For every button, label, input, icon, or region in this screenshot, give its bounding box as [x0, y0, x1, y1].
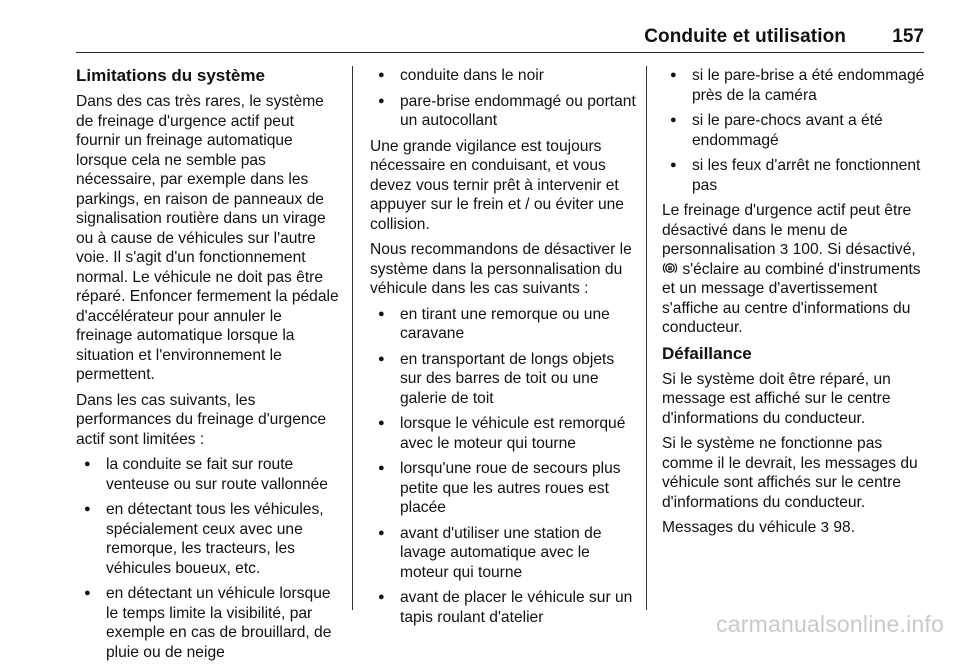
malfunction-paragraph: Si le système ne fonctionne pas comme il le devrait, les messages du véhicule sont affichés sur le centre d'informations du conducteur.	[662, 435, 918, 511]
list-item: ● si le pare-chocs avant a été endommagé	[662, 111, 928, 150]
deactivation-text-b: . Si désactivé,	[818, 241, 916, 258]
failure-heading: Défaillance	[662, 343, 752, 363]
deactivation-paragraph	[662, 201, 928, 338]
list-item: ● avant d'utiliser une station de lavage automatique avec le moteur qui tourne	[370, 524, 636, 583]
page-header	[76, 26, 924, 52]
column-divider-2	[646, 66, 647, 610]
reference-arrow-icon: 3	[820, 519, 829, 536]
brake-warning-icon	[662, 260, 678, 276]
reference-arrow-icon: 3	[779, 241, 789, 258]
limitations-list	[76, 455, 342, 662]
limited-performance-paragraph: Dans les cas suivants, les performances du freinage d'urgence actif sont limitées :	[76, 391, 327, 448]
watermark: carmanualsonline.info	[716, 611, 944, 637]
list-item: ● pare-brise endommagé ou portant un autocollant	[370, 92, 636, 131]
repair-paragraph: Si le système doit être réparé, un message est affiché sur le centre d'informations du conducteur.	[662, 370, 891, 427]
list-item: ● avant de placer le véhicule sur un tapis roulant d'atelier	[370, 588, 636, 627]
limitations-heading: Limitations du système	[76, 66, 265, 85]
list-item: ● si les feux d'arrêt ne fonctionnent pas	[662, 156, 928, 195]
list-item: ● conduite dans le noir	[370, 66, 636, 86]
list-item: ● lorsque le véhicule est remorqué avec le moteur qui tourne	[370, 414, 636, 453]
list-item: ● la conduite se fait sur route venteuse ou sur route vallonnée	[76, 455, 342, 494]
column-1	[76, 66, 342, 668]
page-reference-link[interactable]: 98	[833, 519, 851, 536]
list-item: ● si le pare-brise a été endommagé près de la caméra	[662, 66, 928, 105]
page-number: 157	[892, 26, 924, 47]
limitations-paragraph: Dans des cas très rares, le système de freinage d'urgence actif peut fournir un freinage automatique lorsque cela ne semble pas nécessaire, par exemple dans les parkings, en raison de panneaux de signalisation routière dans un virage ou à cause de véhicules sur l'autre voie. Il s'agit d'un fonctionnement normal. Le véhicule ne doit pas être réparé. Enfoncer fermement la pédale d'accélérateur pour annuler le freinage automatique lorsque la situation et l'environnement le permettent.	[76, 93, 339, 383]
column-3	[662, 66, 928, 544]
list-item: ● en transportant de longs objets sur des barres de toit ou une galerie de toit	[370, 350, 636, 409]
deactivation-cases-list-continued	[662, 66, 928, 195]
column-divider-1	[352, 66, 353, 610]
section-title: Conduite et utilisation	[644, 26, 846, 47]
deactivation-text-a: Le freinage d'urgence actif peut être désactivé dans le menu de personnalisation	[662, 202, 912, 258]
recommendation-paragraph: Nous recommandons de désactiver le système dans la personnalisation du véhicule dans les cas suivants :	[370, 241, 632, 297]
vehicle-messages-text: Messages du véhicule	[662, 519, 821, 536]
column-2	[370, 66, 636, 633]
limitations-list-continued	[370, 66, 636, 131]
page-reference-link[interactable]: 100	[792, 241, 819, 258]
header-rule	[76, 52, 924, 53]
deactivation-cases-list	[370, 305, 636, 628]
list-item: ● en tirant une remorque ou une caravane	[370, 305, 636, 344]
deactivation-text-c: s'éclaire au combiné d'instruments et un message d'avertissement s'affiche au centre d'informations du conducteur.	[662, 260, 921, 336]
vehicle-messages-paragraph	[662, 518, 928, 538]
list-item: ● en détectant un véhicule lorsque le temps limite la visibilité, par exemple en cas de brouillard, de pluie ou de neige	[76, 584, 342, 662]
list-item: ● en détectant tous les véhicules, spécialement ceux avec une remorque, les tracteurs, les véhicules boueux, etc.	[76, 500, 342, 578]
list-item: ● lorsqu'une roue de secours plus petite que les autres roues est placée	[370, 459, 636, 518]
vigilance-paragraph: Une grande vigilance est toujours nécessaire en conduisant, et vous devez vous ternir prêt à intervenir et appuyer sur le frein et / ou éviter une collision.	[370, 137, 624, 233]
period: .	[850, 519, 856, 536]
